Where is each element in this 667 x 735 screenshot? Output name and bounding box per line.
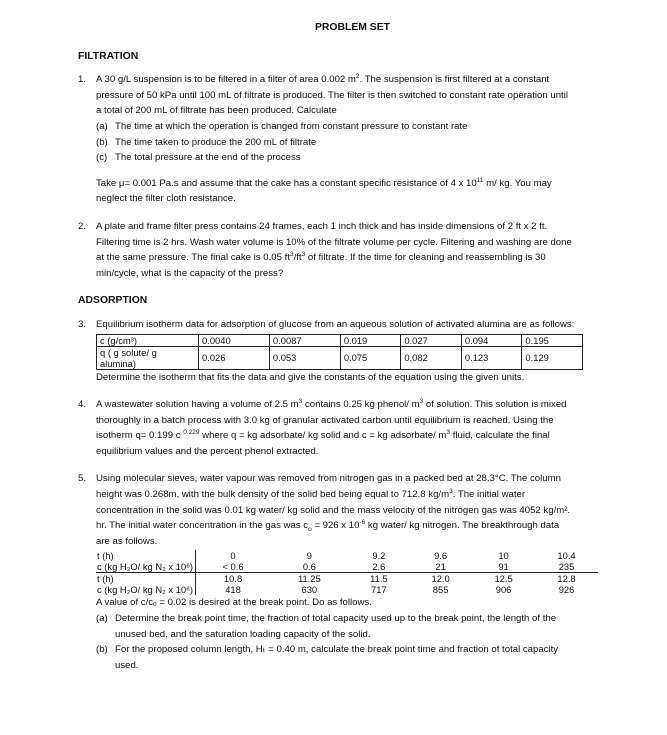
table-row — [97, 334, 583, 346]
table-row-header: t (h) — [96, 573, 196, 585]
table-row-header: c (kg H₂O/ kg N₂ x 10⁶) — [96, 584, 196, 595]
problem-text-line: A 30 g/L suspension is to be filtered in a filter of area 0.002 $m^2$. The suspension is first filtered at a constant — [96, 73, 550, 86]
table-cell: 0.027 — [401, 334, 462, 346]
table-cell: 0.0087 — [269, 334, 340, 346]
document-title: PROBLEM SET — [314, 22, 391, 33]
problem-text-line: are as follows. — [96, 535, 158, 547]
problem-5 — [78, 471, 627, 673]
table-row — [96, 584, 598, 595]
breakthrough-table — [96, 550, 598, 595]
table-cell: 0.026 — [199, 346, 270, 369]
table-row-header: c (g/cm³) — [97, 334, 199, 346]
table-cell: 0.129 — [522, 346, 583, 369]
problem-text-line: Equilibrium isotherm data for adsorption of glucose from an aqueous solution of activated alumina are as follows: — [96, 318, 575, 330]
table-cell: 0.123 — [461, 346, 522, 369]
problem-number: 3. — [78, 318, 87, 330]
table-cell: 0.053 — [269, 346, 340, 369]
table-cell: 10 — [498, 550, 509, 562]
problem-text-line: Determine the isotherm that fits the data and give the constants of the equation using the given units. — [96, 371, 525, 383]
table-cell: 91 — [472, 561, 535, 573]
table-cell: 0 — [230, 550, 236, 562]
sub-question-a: (a) Determine the break point time, the fraction of total capacity used up to the break point, the length of the unused bed, and the saturation loading capacity of the solid. — [96, 613, 557, 640]
problem-text-line: a total of 200 mL of filtrate has been produced. Calculate — [96, 105, 337, 117]
table-cell: 11.5 — [370, 573, 388, 585]
problem-text-line: pressure of 50 kPa until 100 mL of filtrate is produced. The filter is then switched to constant rate operation until — [96, 89, 568, 101]
table-cell: 0.195 — [522, 334, 583, 346]
table-cell: 9.6 — [434, 550, 448, 562]
table-cell: 21 — [409, 561, 472, 573]
table-cell: 9 — [306, 550, 312, 562]
table-cell: 717 — [371, 584, 387, 596]
problem-text-line: Using molecular sieves, water vapour was removed from nitrogen gas in a packed bed at 28.3°C. The column — [96, 473, 561, 485]
sub-question-b: (b) For the proposed column length, Hₜ = 0.40 m, calculate the break point time and fraction of total capacity used. — [96, 644, 559, 671]
problem-number: 2. — [78, 220, 87, 232]
problem-number: 1. — [78, 74, 87, 86]
problem-text-line: A value of c/cₒ = 0.02 is desired at the break point. Do as follows. — [96, 597, 372, 609]
table-cell: 418 — [225, 584, 241, 596]
problem-text-line: thoroughly in a batch process with 3.0 kg of granular activated carbon until equilibrium is reached. Using the — [96, 414, 554, 426]
table-cell: 12.5 — [494, 573, 513, 585]
problem-note-line: Take μ= 0.001 Pa.s and assume that the cake has a constant specific resistance of 4 x $10^{11}$ m/ kg. You may — [96, 176, 552, 189]
table-cell: < 0.6 — [196, 561, 271, 573]
table-cell: 0.6 — [270, 561, 349, 573]
adsorption-heading: ADSORPTION — [78, 295, 148, 307]
table-cell: 0.019 — [340, 334, 401, 346]
problem-note-line: neglect the filter cloth resistance. — [96, 193, 236, 205]
problem-number: 4. — [78, 399, 87, 411]
problem-text-line: Filtering time is 2 hrs. Wash water volume is 10% of the filtrate volume per cycle. Filtering and washing are done — [96, 236, 572, 248]
table-cell: 235 — [535, 561, 598, 573]
table-cell: 0.082 — [401, 346, 462, 369]
table-row — [96, 573, 598, 585]
table-cell: 0.094 — [461, 334, 522, 346]
problem-text-line: isotherm q= 0.199 c $^{0.229}$ where q = kg adsorbate/ kg solid and c = kg adsorbate/ $m^3$ fluid, calculate the final — [96, 429, 550, 442]
isotherm-table — [96, 334, 583, 370]
problem-text-line: min/cycle, what is the capacity of the press? — [96, 267, 284, 279]
table-cell: 10.4 — [557, 550, 576, 562]
table-cell: 926 — [558, 584, 575, 596]
table-row — [96, 561, 598, 573]
filtration-heading: FILTRATION — [78, 50, 139, 62]
table-row-header: t (h) — [96, 550, 196, 561]
problem-text-line: hr. The initial water concentration in the gas was $c_o = 926$ x $10^{-6}$ kg water/ kg nitrogen. The breakthrough data — [96, 519, 560, 534]
problem-text-line: equilibrium values and the percent phenol extracted. — [96, 445, 319, 457]
table-cell: 12.8 — [557, 573, 576, 585]
problem-4 — [78, 397, 627, 459]
table-cell: 12.0 — [431, 573, 450, 585]
table-cell: 11.25 — [297, 573, 321, 585]
table-cell: 0.0040 — [199, 334, 270, 346]
table-row — [96, 550, 598, 561]
problem-1 — [78, 72, 627, 207]
sub-question-b: (b) The time taken to produce the 200 mL of filtrate — [96, 136, 317, 148]
problem-text-line: at the same pressure. The final cake is 0.05 $ft^3/ft^3$ of filtrate. If the time for cleaning and reassembling is 30 — [96, 250, 546, 264]
table-row — [97, 346, 583, 369]
problem-2 — [78, 219, 627, 281]
problem-text-line: concentration in the solid was 0.01 kg water/ kg solid and the mass velocity of the nitrogen gas was 4052 kg/m². — [96, 504, 571, 516]
problem-3 — [78, 317, 627, 385]
table-cell: 9.2 — [372, 550, 386, 562]
table-cell: 10.8 — [223, 573, 243, 585]
problem-text-line: height was 0.268m, with the bulk density of the solid bed being equal to 712.8 $kg/m^3$. The initial water — [96, 487, 526, 501]
problem-number: 5. — [78, 473, 87, 485]
sub-question-c: (c) The total pressure at the end of the process — [96, 152, 301, 164]
table-cell: 2.6 — [349, 561, 410, 573]
table-row-header: c (kg H₂O/ kg N₂ x 10⁶) — [96, 561, 196, 573]
table-row-header: q ( g solute/ g alumina) — [97, 346, 199, 369]
table-cell: 630 — [301, 584, 318, 596]
problem-text-line: A plate and frame filter press contains 24 frames, each 1 inch thick and has inside dimensions of 2 ft x 2 ft. — [96, 220, 548, 232]
sub-question-a: (a) The time at which the operation is changed from constant pressure to constant rate — [96, 120, 468, 132]
table-cell: 855 — [432, 584, 449, 596]
problem-text-line: A wastewater solution having a volume of 2.5 $m^3$ contains 0.25 kg phenol/ $m^3$ of solution. This solution is mixed — [96, 397, 567, 411]
table-cell: 0.075 — [340, 346, 401, 369]
table-cell: 906 — [495, 584, 512, 596]
